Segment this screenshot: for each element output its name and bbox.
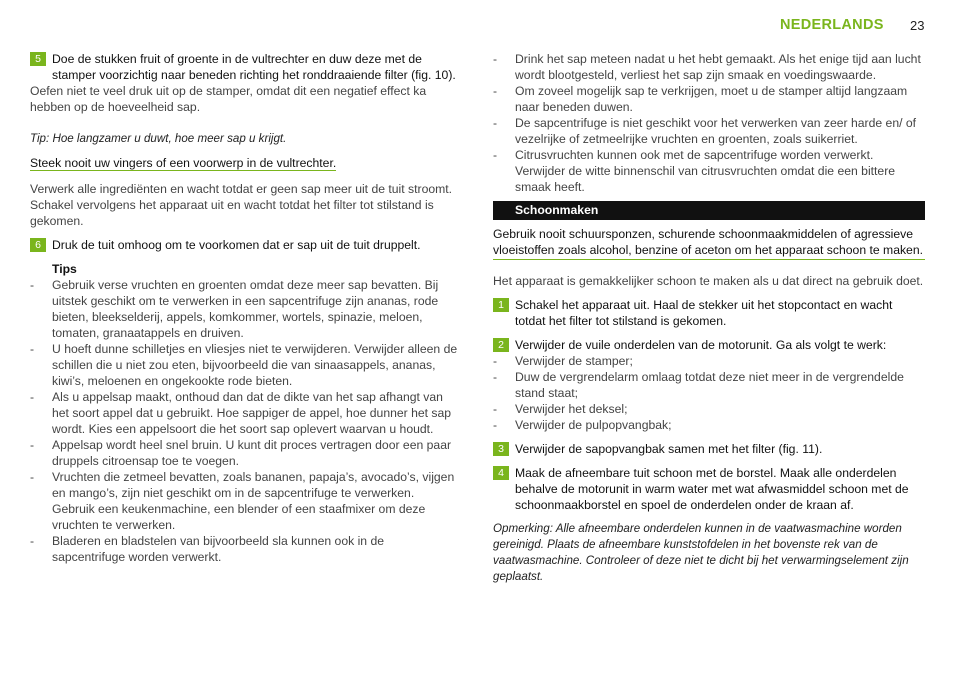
paragraph: Het apparaat is gemakkelijker schoon te maken als u dat direct na gebruik doet. (493, 274, 924, 288)
step-number-badge: 3 (493, 442, 509, 456)
list-item: - Als u appelsap maakt, onthoud dan dat de dikte van het sap afhangt van het soort appel dat u gebruikt. Hoe sappiger de appel, hoe dunner het sap wordt. Kies een appelsoort die het soort sap oplevert waarvan u houdt. (30, 390, 452, 436)
list-item: - Appelsap wordt heel snel bruin. U kunt dit proces vertragen door een paar druppels citroensap toe te voegen. (30, 438, 452, 468)
step-text: Schakel het apparaat uit. Haal de stekker uit het stopcontact en wacht totdat het filter tot stilstand is gekomen. (515, 298, 893, 328)
list-item: - Gebruik verse vruchten en groenten omdat deze meer sap bevatten. Bij uitstek geschikt om te verwerken in een sapcentrifuge zijn ananas, rode bieten, bleekselderij, appels, komkommer, wortels, spinazie, meloen, tomaten, granaatappels en druiven. (30, 278, 439, 340)
tips-heading: Tips (52, 262, 77, 276)
step-number-badge: 5 (30, 52, 46, 66)
step-number-badge: 1 (493, 298, 509, 312)
tip-text: Tip: Hoe langzamer u duwt, hoe meer sap u krijgt. (30, 132, 287, 145)
paragraph: Oefen niet te veel druk uit op de stamper, omdat dit een negatief effect ka hebben op de hoeveelheid sap. (30, 84, 427, 114)
step-text: Doe de stukken fruit of groente in de vultrechter en duw deze met de stamper voorzichtig naar beneden richting het ronddraaiende filter (fig. 10). (52, 52, 456, 82)
list-item: - Drink het sap meteen nadat u het hebt gemaakt. Als het enige tijd aan lucht wordt blootgesteld, verliest het sap zijn smaak en voedingswaarde. (493, 52, 921, 82)
warning-text: Gebruik nooit schuursponzen, schurende schoonmaakmiddelen of agressieve vloeistoffen zoals alcohol, benzine of aceton om het apparaat schoon te maken. (493, 226, 925, 260)
step-6 (30, 237, 460, 253)
step-2 (493, 337, 925, 353)
tips-list-continued (493, 51, 925, 195)
right-column (493, 51, 925, 585)
step-text: Druk de tuit omhoog om te voorkomen dat er sap uit de tuit druppelt. (52, 238, 421, 252)
list-item: - Bladeren en bladstelen van bijvoorbeeld sla kunnen ook in de sapcentrifuge worden verwerkt. (30, 534, 385, 564)
list-item: - Vruchten die zetmeel bevatten, zoals bananen, papaja’s, avocado’s, vijgen en mango’s, zijn niet geschikt om in de sapcentrifuge te verwerken. Gebruik een keukenmachine, een blender of een staafmixer om deze vruchten te verwerken. (30, 470, 455, 532)
list-item: - Om zoveel mogelijk sap te verkrijgen, moet u de stamper altijd langzaam naar beneden duwen. (493, 84, 908, 114)
step-5 (30, 51, 460, 83)
warning-block (30, 155, 460, 171)
language-header: NEDERLANDS (780, 17, 884, 33)
page-number: 23 (910, 18, 925, 33)
list-item: - Verwijder de stamper; (493, 354, 633, 368)
list-item: - Duw de vergrendelarm omlaag totdat deze niet meer in de vergrendelde stand staat; (493, 370, 904, 400)
list-item: - Verwijder de pulpopvangbak; (493, 418, 672, 432)
list-item: - Verwijder het deksel; (493, 402, 628, 416)
list-item: - De sapcentrifuge is niet geschikt voor het verwerken van zeer harde en/ of vezelrijke of zetmeelrijke vruchten en groenten, zoals suikerriet. (493, 116, 917, 146)
left-column (30, 51, 460, 565)
step-text: Verwijder de vuile onderdelen van de motorunit. Ga als volgt te werk: (515, 338, 887, 352)
warning-text: Steek nooit uw vingers of een voorwerp in de vultrechter. (30, 156, 337, 170)
step-3 (493, 441, 925, 457)
step-text: Verwijder de sapopvangbak samen met het filter (fig. 11). (515, 442, 823, 456)
section-header: Schoonmaken (493, 201, 925, 220)
list-item: - Citrusvruchten kunnen ook met de sapcentrifuge worden verwerkt. Verwijder de witte binnenschil van citrusvruchten omdat die een bittere smaak heeft. (493, 148, 896, 194)
step-number-badge: 4 (493, 466, 509, 480)
tips-list (30, 277, 460, 565)
note-text: Opmerking: Alle afneembare onderdelen kunnen in de vaatwasmachine worden gereinigd. Plaats de afneembare kunststofdelen in het bovenste rek van de vaatwasmachine. Controleer of deze niet te dicht bij het verwarmingselement zijn geplaatst. (493, 522, 909, 583)
list-item: - U hoeft dunne schilletjes en vliesjes niet te verwijderen. Verwijder alleen de schillen die u niet zou eten, bijvoorbeeld die van sinaasappels, ananas, kiwi’s, meloenen en ongekookte rode bieten. (30, 342, 458, 388)
paragraph: Verwerk alle ingrediënten en wacht totdat er geen sap meer uit de tuit stroomt. Schakel vervolgens het apparaat uit en wacht totdat het filter tot stilstand is gekomen. (30, 182, 453, 228)
step-4 (493, 465, 925, 513)
step-1 (493, 297, 925, 329)
step-number-badge: 6 (30, 238, 46, 252)
step-number-badge: 2 (493, 338, 509, 352)
step-text: Maak de afneembare tuit schoon met de borstel. Maak alle onderdelen behalve de motorunit in warm water met wat afwasmiddel schoon met de schoonmaakborstel en spoel de onderdelen onder de kraan af. (515, 466, 909, 512)
step-2-list (493, 353, 925, 433)
